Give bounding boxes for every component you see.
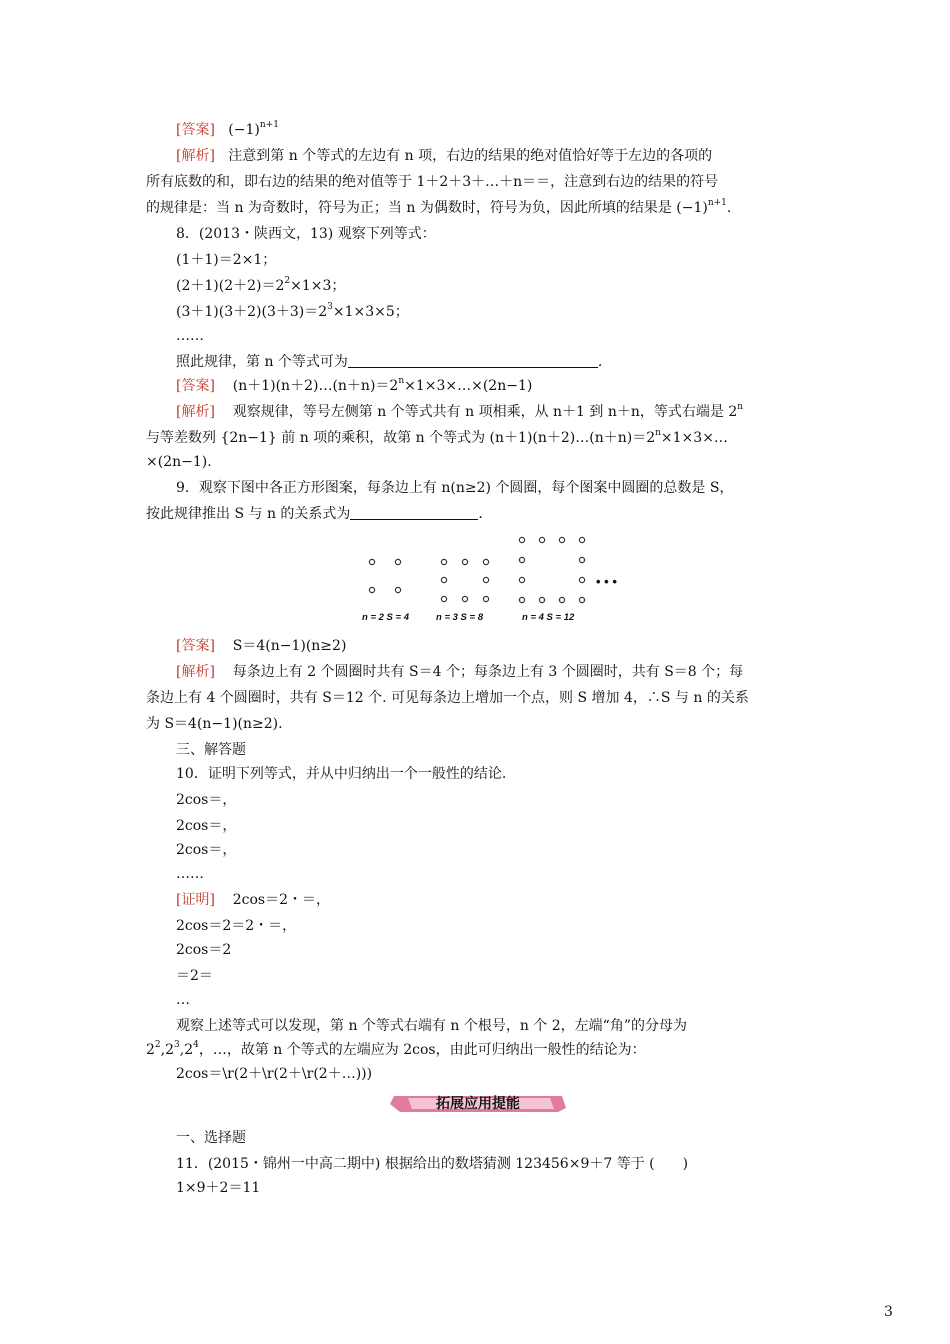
answer-tag: [答案]: [176, 122, 215, 138]
pattern-circle: [483, 559, 488, 564]
pattern-circle: [441, 577, 446, 582]
analysis-tag: [解析]: [176, 148, 215, 164]
pattern-circle: [395, 587, 400, 592]
figure-label: n = 3 S = 8: [436, 612, 483, 623]
equation-line: 2cos＝，: [176, 818, 237, 834]
pattern-circle: [579, 577, 584, 582]
pattern-circle: [519, 577, 524, 582]
analysis-line: 的规律是：当 n 为奇数时，符号为正；当 n 为偶数时，符号为负，因此所填的结果是 $(-1)^{n+1}$.: [146, 198, 732, 216]
pattern-circle: [579, 597, 584, 602]
answer-blank: [350, 505, 478, 520]
section-banner: [390, 1092, 566, 1114]
answer-line-7: [答案] $(-1)^{n+1}$: [176, 120, 279, 138]
question-8-ask: 照此规律，第 n 个等式可为 .: [176, 354, 603, 370]
pattern-circle: [441, 559, 446, 564]
pattern-circle: [539, 597, 544, 602]
pattern-circle: [519, 597, 524, 602]
equation-line: (1＋1)＝2×1；: [176, 252, 277, 268]
analysis-tag: [解析]: [176, 664, 215, 680]
pattern-circle: [369, 587, 374, 592]
analysis-line: 与等差数列 {2n−1} 前 n 项的乘积，故第 n 个等式为 $(n+1)(n+2)\dots(n+n)=2^n\times 1\times 3\times\dots$: [146, 428, 728, 446]
answer-tag: [答案]: [176, 378, 215, 394]
question-9-stem: 9．观察下图中各正方形图案，每条边上有 n(n≥2) 个圆圈，每个图案中圆圈的总数是 S，: [176, 480, 734, 496]
proof-line: [证明] 2cos＝2・＝，: [176, 892, 331, 908]
equation-line: 2cos＝，: [176, 792, 237, 808]
conclusion-line: $2^2,2^3,2^4$，…，故第 n 个等式的左端应为 2cos，由此可归纳出一般性的结论为：: [146, 1040, 646, 1058]
banner-title: 拓展应用提能: [436, 1096, 520, 1112]
analysis-line: [解析] 每条边上有 2 个圆圈时共有 S＝4 个；每条边上有 3 个圆圈时，共有 S＝8 个；每: [176, 664, 744, 680]
equation-line: 2cos＝，: [176, 842, 237, 858]
answer-blank: [348, 353, 598, 368]
analysis-line: 为 S＝4(n−1)(n≥2).: [146, 716, 283, 732]
pattern-circle: [519, 537, 524, 542]
proof-line: ＝2＝: [176, 968, 213, 984]
section-heading: 三、解答题: [176, 742, 246, 758]
pattern-circle: [369, 559, 374, 564]
answer-tag: [答案]: [176, 638, 215, 654]
question-11-stem: 11．(2015・锦州一中高二期中) 根据给出的数塔猜测 123456×9＋7 等于 ( ): [176, 1156, 689, 1172]
ellipsis: ……: [176, 328, 204, 344]
figure-label: n = 2 S = 4: [362, 612, 409, 623]
question-10-stem: 10．证明下列等式，并从中归纳出一个一般性的结论.: [176, 766, 507, 782]
analysis-tag: [解析]: [176, 404, 215, 420]
analysis-line: [解析] 注意到第 n 个等式的左边有 n 项，右边的结果的绝对值恰好等于左边的各项的: [176, 148, 713, 164]
question-9-stem: 按此规律推出 S 与 n 的关系式为 .: [146, 506, 483, 522]
pattern-circle: [559, 597, 564, 602]
question-8-stem: 8．(2013・陕西文，13) 观察下列等式：: [176, 226, 436, 242]
figure-ellipsis: • • •: [596, 574, 617, 589]
proof-line: 2cos＝2: [176, 942, 232, 958]
answer-line-8: [答案] $(n+1)(n+2)\dots(n+n)=2^n\times 1\times 3\times\dots\times(2n-1)$: [176, 376, 533, 394]
pattern-circle: [395, 559, 400, 564]
analysis-line: ×(2n−1).: [146, 454, 212, 470]
pattern-circle: [539, 537, 544, 542]
equation-line: 1×9＋2＝11: [176, 1180, 261, 1196]
conclusion-line: 观察上述等式可以发现，第 n 个等式右端有 n 个根号，n 个 2，左端“角”的分母为: [176, 1018, 687, 1034]
pattern-circle: [483, 596, 488, 601]
pattern-circle: [483, 577, 488, 582]
ellipsis: ……: [176, 866, 204, 882]
conclusion-line: 2cos＝\r(2＋\r(2＋\r(2＋…))): [176, 1066, 373, 1082]
pattern-circle: [579, 537, 584, 542]
proof-line: 2cos＝2＝2・＝，: [176, 918, 297, 934]
pattern-circle: [441, 596, 446, 601]
proof-line: …: [176, 992, 190, 1008]
pattern-circle: [519, 557, 524, 562]
analysis-line: [解析] 观察规律，等号左侧第 n 个等式共有 n 项相乘，从 n＋1 到 n＋n，等式右端是 2$^n$: [176, 402, 744, 420]
pattern-circle: [579, 557, 584, 562]
analysis-line: 所有底数的和，即右边的结果的绝对值等于 1＋2＋3＋…＋n＝＝，注意到右边的结果的符号: [146, 174, 719, 190]
equation-line: $(2+1)(2+2)=2^2\times 1\times 3$；: [176, 276, 346, 294]
figure-label: n = 4 S = 12: [522, 612, 575, 623]
pattern-circle: [559, 537, 564, 542]
proof-tag: [证明]: [176, 892, 215, 908]
page-number: 3: [884, 1304, 893, 1320]
analysis-line: 条边上有 4 个圆圈时，共有 S＝12 个. 可见每条边上增加一个点，则 S 增加 4，∴S 与 n 的关系: [146, 690, 749, 706]
answer-line-9: [答案] S＝4(n−1)(n≥2): [176, 638, 347, 654]
pattern-circle: [462, 559, 467, 564]
pattern-circle: [462, 596, 467, 601]
circle-pattern-figure: [360, 532, 650, 628]
section-heading: 一、选择题: [176, 1130, 246, 1146]
equation-line: $(3+1)(3+2)(3+3)=2^3\times 1\times 3\times 5$；: [176, 302, 409, 320]
